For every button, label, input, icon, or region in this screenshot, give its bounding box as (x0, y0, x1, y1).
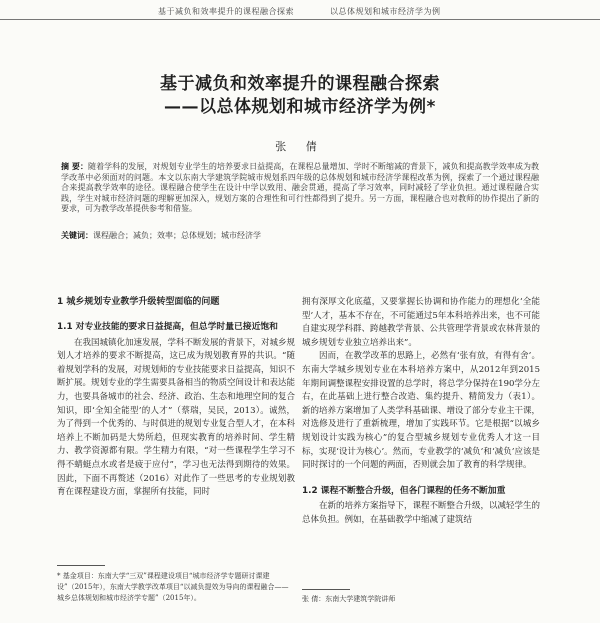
article-title: 基于减负和效率提升的课程融合探索 (160, 74, 440, 94)
body-paragraph: 拥有深厚文化底蕴，又要掌握长协调和协作能力的理想化‘全能型’人才，基本不存在，不可能通过5年本科培养出来，也不可能自建实现学科群、跨越教学背景、公共管理学背景或农林背景的城乡规划专业独立培养出来”。 (302, 297, 541, 348)
funding-footnote: * 基金项目：东南大学“三双”课程建设项目“城市经济学专题研讨课建设”（2015年），东南大学教学改革项目“以减负提效为导向的课程融合——城乡总体规划和城市经济学专题”（2015年）。 (57, 572, 289, 602)
abstract (61, 162, 539, 215)
body-paragraph: 因而，在教学改革的思路上，必然有‘张有放，有得有舍’。东南大学城乡规划专业在本科培养方案中，从2012年到2015年期间调整课程安排设置的总学时，将总学分保持在190学分左右，在此基础上进行整合改造、集约提升、精简发力（表1）。新的培养方案增加了人类学科基础课、增设了部分专业主干课，对选修及进行了重新梳理，增加了实践环节。它是根据“以城乡规划设计实践为核心”的复合型城乡规划专业优秀人才这一目标，实现‘设计为核心’。然而，专业教学的‘减负’和‘减负’应该是同时探讨的一个问题的两面，否则就会加了教育的科学规律。 (302, 351, 541, 471)
left-column (57, 296, 295, 500)
article-subtitle: ——以总体规划和城市经济学为例* (164, 97, 436, 117)
header-journal-title: 基于减负和效率提升的课程融合探索 (158, 7, 294, 16)
section-heading-1: 1 城乡规划专业教学升级转型面临的问题 (57, 297, 220, 307)
subsection-heading-1-1: 1.1 对专业技能的要求日益提高，但总学时量已接近饱和 (57, 321, 278, 332)
author-footnote: 张 倩：东南大学建筑学院讲师 (302, 595, 396, 603)
keywords (61, 231, 539, 242)
author-name: 张 倩 (275, 140, 325, 153)
keywords-label: 关键词： (61, 231, 93, 240)
abstract-text: 随着学科的发展，对规划专业学生的培养要求日益提高，在课程总量增加、学时不断缩减的背景下，减负和提高教学效率成为教学改革中必须面对的问题。本文以东南大学建筑学院城市规划系四年级的总体规划和城市经济学课程改革为例，探索了一个通过课程融合来提高教学效率的途径。课程融合使学生在设计中学以致用、融会贯通，提高了学习效率，同时减轻了学业负担。通过课程融合实践，学生对城市经济问题的理解更加深入，规划方案的合理性和可行性都得到了提升。另一方面，课程融合也对教师的协作提出了新的要求，可为教学改革提供参考和借鉴。 (61, 162, 539, 213)
right-column (302, 296, 540, 528)
body-paragraph: 在新的培养方案指导下，课程不断整合升级，以减轻学生的总体负担。例如，在基础教学中缩减了建筑结 (302, 501, 541, 525)
body-paragraph: 在我国城镇化加速发展，学科不断发展的背景下，对城乡规划人才培养的要求不断提高，这已成为规划教育界的共识。“随着规划学科的发展，对规划师的专业技能要求日益提高，知识不断扩展。规划专业的学生需要具备相当的物质空间设计和表达能力，也要具备城市的社会、经济、政治、生态和地理空间的复合知识，即‘全知全能型’的人才”（蔡瑞，吴民，2013）。诚然，为了得到一个优秀的、与时俱进的规划专业复合型人才，在本科培养上不断加码是大势所趋，但现实教育的培养时间、学生精力、教学资源都有限。学生精力有限，“对一些课程学生学习不得不蜻蜓点水或者是疲于应付”，学习也无法得到期待的效果。因此，下面不再赘述（2016）对此作了一些思考的专业规划教育在课程建设方面，掌握所有技能，同时 (57, 337, 296, 498)
running-header (0, 0, 600, 22)
abstract-label: 摘 要： (61, 162, 89, 171)
header-article-short: 以总体规划和城市经济学为例 (330, 7, 441, 16)
keywords-text: 课程融合；减负；效率；总体规划；城市经济学 (93, 231, 261, 240)
footnote-rule (302, 589, 350, 590)
header-rule (0, 19, 600, 20)
subsection-heading-1-2: 1.2 课程不断整合升级，但各门课程的任务不断加重 (302, 485, 506, 496)
footnote-rule (57, 565, 105, 566)
